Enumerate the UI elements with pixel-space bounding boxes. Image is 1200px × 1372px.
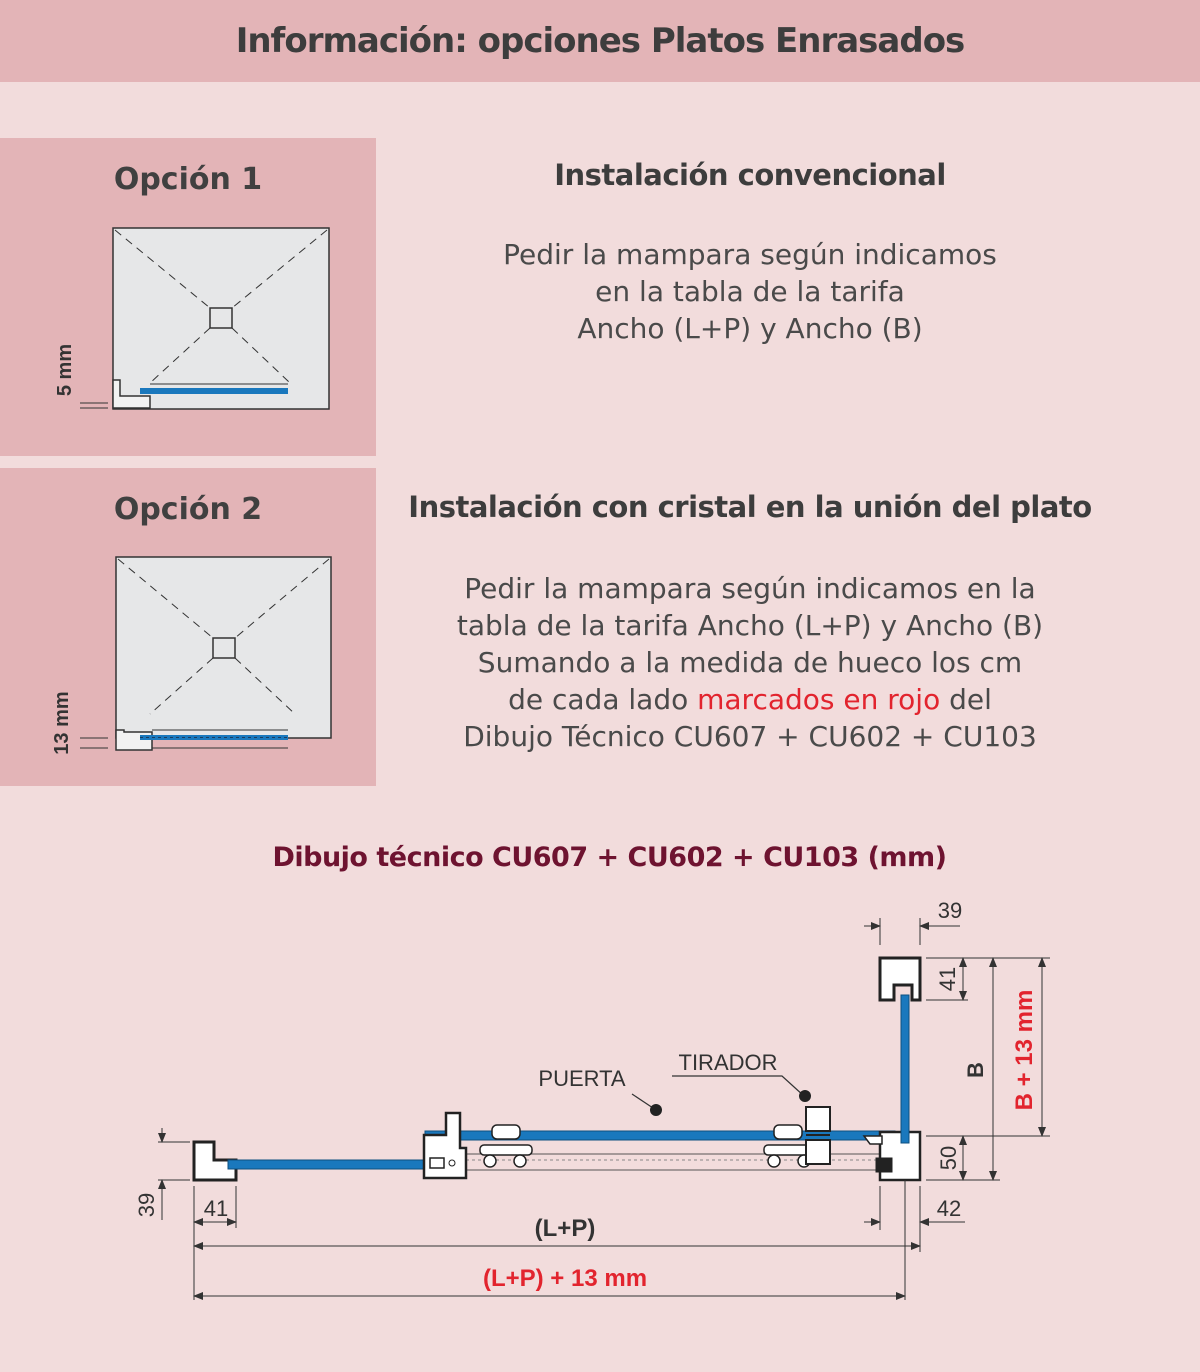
dim-41-right: 41 <box>935 966 960 992</box>
page-header <box>0 0 1200 82</box>
option-2-title: Opción 2 <box>113 492 263 527</box>
description-text: de cada lado <box>508 683 698 716</box>
option-2-dimension: 13 mm <box>51 691 73 755</box>
option-1-panel <box>0 138 376 456</box>
description-line: en la tabla de la tarifa <box>595 275 905 308</box>
dim-41-left: 41 <box>203 1196 229 1221</box>
glass-panel <box>140 388 288 394</box>
handle-label: TIRADOR <box>678 1050 778 1075</box>
right-wall-profile <box>880 958 920 1000</box>
dim-b-13: B + 13 mm <box>1011 989 1038 1111</box>
option-2-description <box>400 570 1100 755</box>
description-line: Ancho (L+P) y Ancho (B) <box>577 312 923 345</box>
shower-tray <box>113 228 329 409</box>
side-glass <box>901 995 909 1143</box>
dim-39-top: 39 <box>937 898 963 923</box>
description-text: del <box>940 683 992 716</box>
option-2-heading: Instalación con cristal en la unión del plato <box>408 490 1092 524</box>
option-2-panel <box>0 468 376 786</box>
dim-lp-13: (L+P) + 13 mm <box>482 1265 648 1292</box>
technical-drawing-title: Dibujo técnico CU607 + CU602 + CU103 (mm) <box>272 842 947 873</box>
dim-50: 50 <box>936 1145 961 1171</box>
fixed-glass <box>228 1160 428 1169</box>
option-1-title: Opción 1 <box>113 162 263 197</box>
dim-lp: (L+P) <box>534 1215 596 1242</box>
description-line: tabla de la tarifa Ancho (L+P) y Ancho (B) <box>456 609 1044 642</box>
option-2-info <box>400 490 1100 755</box>
corner-profile <box>880 1132 920 1180</box>
description-line: Pedir la mampara según indicamos en la <box>464 572 1036 605</box>
option-1-heading: Instalación convencional <box>554 158 946 192</box>
option-2-diagram <box>0 468 376 786</box>
dim-b: B <box>963 1062 988 1078</box>
option-1-description <box>400 236 1100 347</box>
description-line: Pedir la mampara según indicamos <box>503 238 997 271</box>
description-line: Dibujo Técnico CU607 + CU602 + CU103 <box>463 720 1037 753</box>
handle <box>806 1107 830 1164</box>
option-1-diagram <box>0 138 376 456</box>
red-highlight: marcados en rojo <box>697 683 941 716</box>
option-1-info <box>400 158 1100 347</box>
option-1-dimension: 5 mm <box>54 343 76 397</box>
page-title: Información: opciones Platos Enrasados <box>235 21 965 61</box>
dim-39-left: 39 <box>134 1192 159 1218</box>
door-label: PUERTA <box>538 1066 626 1091</box>
technical-drawing <box>0 890 1200 1310</box>
dim-42: 42 <box>936 1196 962 1221</box>
description-line <box>400 681 1100 718</box>
shower-tray <box>116 557 331 738</box>
description-line: Sumando a la medida de hueco los cm <box>477 646 1023 679</box>
